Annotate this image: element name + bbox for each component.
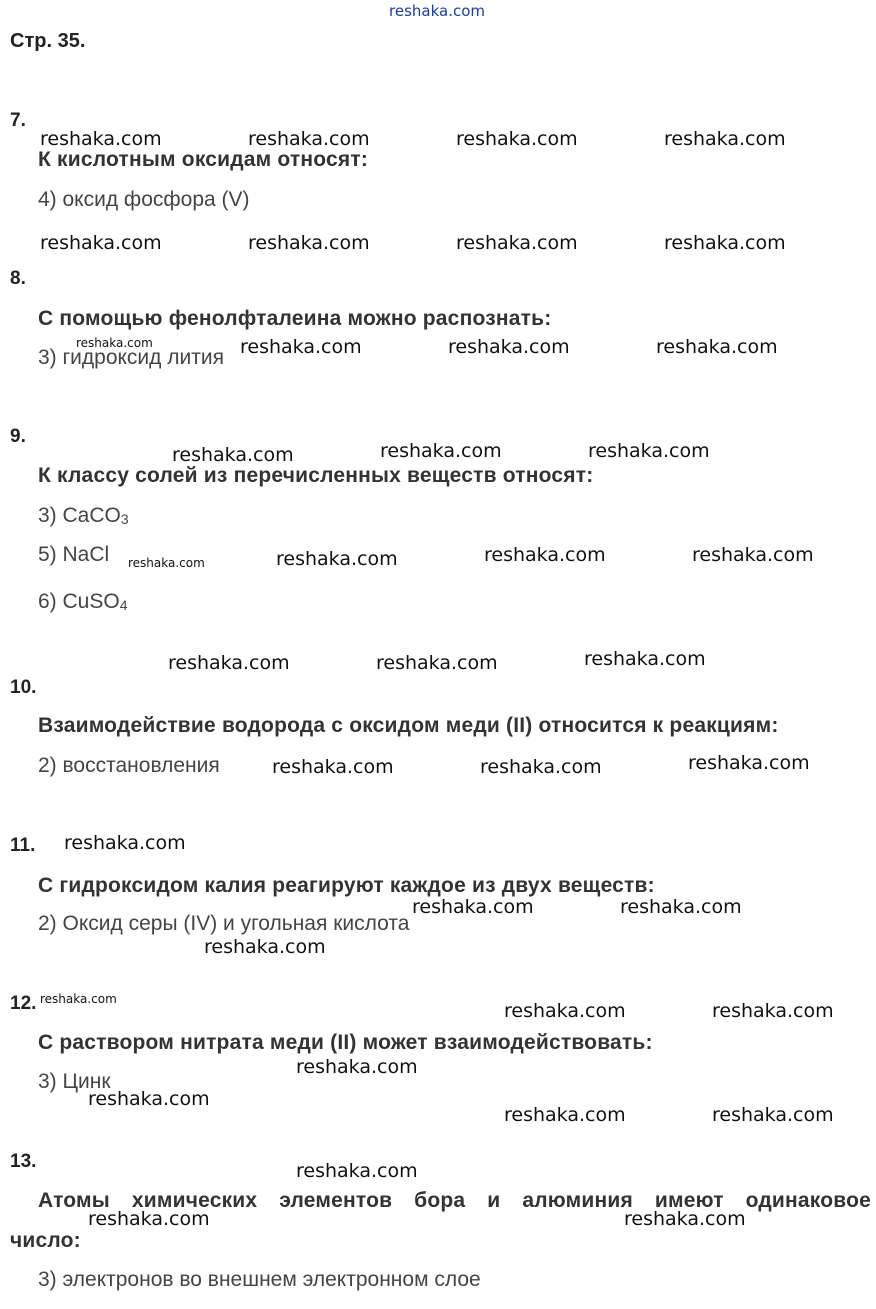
question-text: К классу солей из перечисленных веществ относят:	[38, 464, 594, 487]
question-text: К кислотным оксидам относят:	[38, 148, 369, 171]
answer-text: 4) оксид фосфора (V)	[38, 188, 250, 211]
watermark: reshaka.com	[272, 756, 394, 778]
site-label[interactable]: reshaka.com	[389, 2, 485, 20]
watermark: reshaka.com	[248, 128, 370, 150]
watermark: reshaka.com	[688, 752, 810, 774]
answer-text: 6) CuSO$_4$	[38, 590, 128, 613]
answer-text: 3) электронов во внешнем электронном слое	[38, 1268, 481, 1291]
watermark: reshaka.com	[248, 232, 370, 254]
question-text: Атомы химических элементов бора и алюминия имеют одинаковое	[38, 1189, 871, 1212]
watermark: reshaka.com	[376, 652, 498, 674]
question-text: С раствором нитрата меди (II) может взаимодействовать:	[38, 1031, 653, 1054]
watermark-small: reshaka.com	[40, 992, 117, 1006]
watermark: reshaka.com	[712, 1000, 834, 1022]
watermark: reshaka.com	[296, 1160, 418, 1182]
watermark: reshaka.com	[172, 444, 294, 466]
watermark: reshaka.com	[712, 1104, 834, 1126]
watermark: reshaka.com	[456, 232, 578, 254]
watermark: reshaka.com	[484, 544, 606, 566]
watermark: reshaka.com	[664, 128, 786, 150]
watermark: reshaka.com	[624, 1208, 746, 1230]
question-number: 9.	[10, 426, 26, 447]
answer-text: 5) NaCl	[38, 543, 110, 566]
watermark: reshaka.com	[40, 232, 162, 254]
watermark: reshaka.com	[240, 336, 362, 358]
watermark: reshaka.com	[656, 336, 778, 358]
watermark: reshaka.com	[412, 896, 534, 918]
watermark: reshaka.com	[456, 128, 578, 150]
answer-text: 3) CaCO$_3$	[38, 504, 129, 527]
page-header: Стр. 35.	[10, 30, 86, 52]
watermark: reshaka.com	[588, 440, 710, 462]
watermark: reshaka.com	[664, 232, 786, 254]
watermark: reshaka.com	[480, 756, 602, 778]
watermark-small: reshaka.com	[76, 336, 153, 350]
watermark: reshaka.com	[448, 336, 570, 358]
answer-text: 2) Оксид серы (IV) и угольная кислота	[38, 912, 410, 935]
question-text: Взаимодействие водорода с оксидом меди (II) относится к реакциям:	[38, 714, 779, 737]
watermark: reshaka.com	[296, 1056, 418, 1078]
question-number: 12.	[10, 993, 37, 1014]
watermark: reshaka.com	[504, 1104, 626, 1126]
answer-text: 3) Цинк	[38, 1070, 111, 1093]
watermark: reshaka.com	[584, 648, 706, 670]
watermark: reshaka.com	[692, 544, 814, 566]
question-number: 11.	[10, 835, 36, 856]
question-text: С гидроксидом калия реагируют каждое из двух веществ:	[38, 874, 655, 897]
answer-text: 3) гидроксид лития	[38, 346, 224, 369]
watermark: reshaka.com	[504, 1000, 626, 1022]
question-text: С помощью фенолфталеина можно распознать:	[38, 307, 552, 330]
watermark: reshaka.com	[620, 896, 742, 918]
answer-text: 2) восстановления	[38, 754, 220, 777]
watermark: reshaka.com	[380, 440, 502, 462]
watermark: reshaka.com	[276, 548, 398, 570]
question-number: 8.	[10, 268, 26, 289]
watermark: reshaka.com	[204, 936, 326, 958]
watermark: reshaka.com	[64, 832, 186, 854]
watermark: reshaka.com	[40, 128, 162, 150]
question-number: 7.	[10, 110, 26, 131]
watermark: reshaka.com	[168, 652, 290, 674]
question-number: 10.	[10, 677, 37, 698]
watermark-small: reshaka.com	[128, 556, 205, 570]
watermark: reshaka.com	[88, 1208, 210, 1230]
watermark: reshaka.com	[88, 1088, 210, 1110]
question-text-continued: число:	[10, 1229, 81, 1252]
question-number: 13.	[10, 1151, 37, 1172]
